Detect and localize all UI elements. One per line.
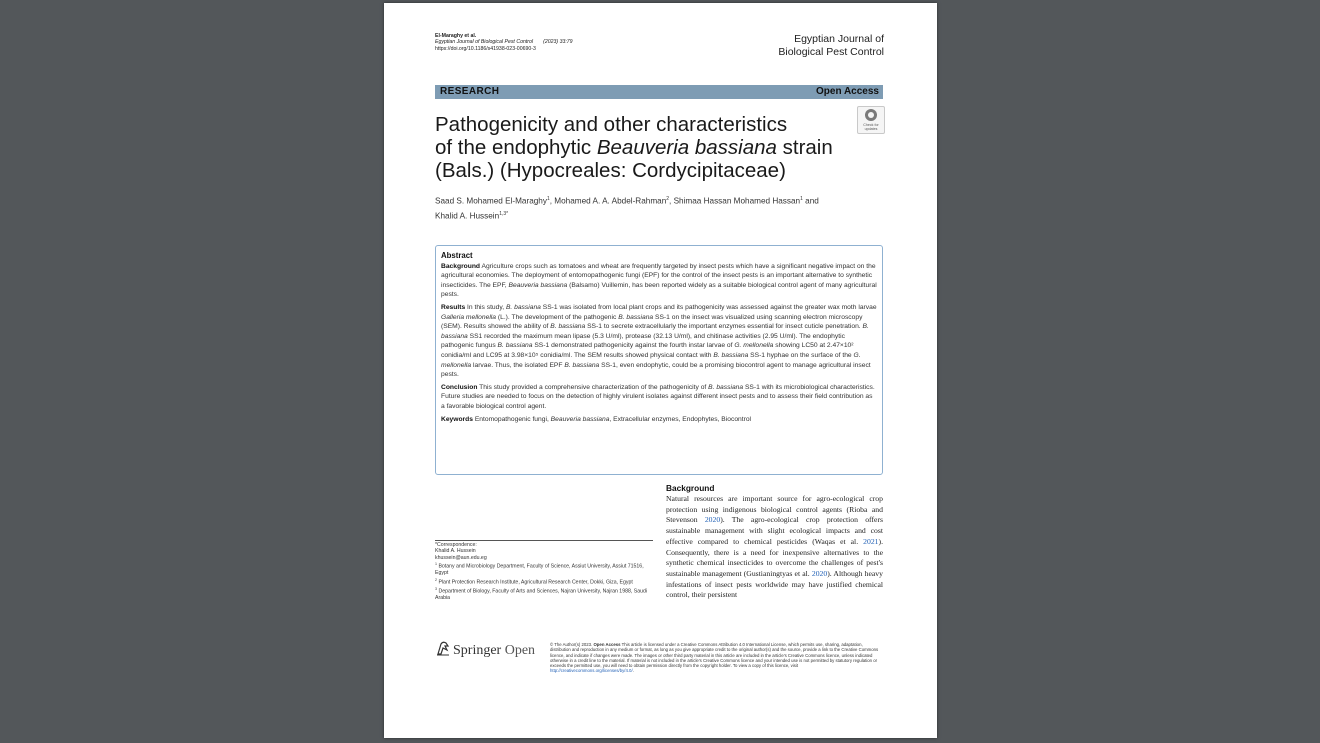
abstract-heading: Abstract <box>441 251 473 260</box>
citation-link[interactable]: 2020 <box>811 568 828 578</box>
correspondence-footnote: *Correspondence: Khalid A. Hussein khussein@aun.edu.eg $^1$ Botany and Microbiology Department, Faculty of Science, Assiut University, Assiut 71516, Egypt $^2$ Plant Protection Research Institute, Agricultural Research Center, Dokki, Giza, Egypt $^3$ Department of Biology, Faculty of Arts and Sciences, Najran University, Najran 1988, Saudi Arabia <box>435 542 653 601</box>
abstract-results: Results In this study, B. bassiana SS-1 was isolated from local plant crops and its pathogenicity was assessed against the greater wax moth larvae Galleria mellonella (L.). The development of the pathogenic B. bassiana SS-1 on the insect was visualized using scanning electron microscopy (SEM). Results showed the ability of B. bassiana SS-1 to secrete extracellularly the important enzymes essential for insect cuticle penetration. B. bassiana SS1 recorded the maximum mean lipase (5.3 U/ml), protease (32.13 U/ml), and chitinase activities (2.95 U/ml). The endophytic pathogenic fungus B. bassiana SS-1 demonstrated pathogenicity against the fourth instar larvae of G. mellonella showing LC50 at 2.47×10² conidia/ml and LC95 at 3.98×10⁵ conidia/ml. The SEM results showed physical contact with B. bassiana SS-1 hyphae on the surface of the G. mellonella larvae. Thus, the isolated EPF B. bassiana SS-1, even endophytic, could be a promising biocontrol agent to manage agricultural insect pests. <box>441 303 877 379</box>
check-for-updates-badge[interactable]: Check for updates <box>857 106 885 134</box>
footnote-divider <box>435 540 653 541</box>
article-type: RESEARCH <box>440 86 500 97</box>
open-access-label: Open Access <box>816 86 879 97</box>
author-list: Saad S. Mohamed El-Maraghy$^1$, Mohamed A. A. Abdel-Rahman$^2$, Shimaa Hassan Mohamed Hassan$^1$ and Khalid A. Hussein$^{1,3*}$ <box>435 196 819 221</box>
springer-open-logo: Springer Open <box>435 640 535 659</box>
abstract-background: Background Agriculture crops such as tomatoes and wheat are frequently targeted by insect pests which have a significant negative impact on the agricultural economies. The deployment of entomopathogenic fungi (EPF) for the control of the insect pests is an important alternative to synthetic insecticides. The EPF, Beauveria bassiana (Balsamo) Vuillemin, has been reported widely as a suitable biological control agent of many agricultural pests. <box>441 262 877 299</box>
journal-name: Egyptian Journal of Biological Pest Control <box>778 33 884 58</box>
doi-link[interactable]: https://doi.org/10.1186/s41938-023-00690-3 <box>435 45 536 52</box>
abstract-conclusion: Conclusion This study provided a comprehensive characterization of the pathogenicity of B. bassiana SS-1 with its microbiological characteristics. Future studies are needed to focus on the detection of highly virulent isolates against different insect pests and to assess their field contribution as a favorable biological control agent. <box>441 383 875 410</box>
abstract-box <box>435 245 883 475</box>
crossmark-icon <box>865 109 877 121</box>
article-title: Pathogenicity and other characteristics of the endophytic Beauveria bassiana strain (Bals.) (Hypocreales: Cordycipitaceae) <box>435 113 833 182</box>
section-heading-background: Background <box>666 483 715 493</box>
pdf-page <box>384 3 937 738</box>
citation-link[interactable]: 2021 <box>863 536 879 546</box>
license-text: © The Author(s) 2023. Open Access This article is licensed under a Creative Commons Attribution 4.0 International License, which permits use, sharing, adaptation, distribution and reproduction in any medium or format, as long as you give appropriate credit to the original author(s) and the source, provide a link to the Creative Commons licence, and indicate if changes were made. The images or other third party material in this article are included in the article's Creative Commons licence, unless indicated otherwise in a credit line to the material. If material is not included in the article's Creative Commons licence and your intended use is not permitted by statutory regulation or exceeds the permitted use, you will need to obtain permission directly from the copyright holder. To view a copy of this licence, visit http://creativecommons.org/licenses/by/4.0/. <box>550 642 879 674</box>
citation-link[interactable]: 2020 <box>704 515 721 525</box>
license-link[interactable]: http://creativecommons.org/licenses/by/4.0/ <box>550 668 633 674</box>
article-meta: El-Maraghy et al. Egyptian Journal of Biological Pest Control (2023) 33:79 https://doi.org/10.1186/s41938-023-00690-3 <box>435 33 573 52</box>
springer-horse-icon <box>435 640 451 656</box>
abstract-keywords: Keywords Entomopathogenic fungi, Beauveria bassiana, Extracellular enzymes, Endophytes, Biocontrol <box>441 415 752 423</box>
body-paragraph: Natural resources are important source for agro-ecological crop protection using indigenous biological control agents (Rioba and Stevenson 2020). The agro-ecological crop protection offers sustainable management with slight ecological impacts and cost effective compared to chemical pesticides (Waqas et al. 2021). Consequently, there is a need for inexpensive alternatives to the synthetic chemical insecticides to overcome the challenges of pest's sustainable management (Gustianingtyas et al. 2020). Although heavy infestations of insect pests worldwide may have justified chemical control, their persistent <box>666 494 883 600</box>
correspondence-email[interactable]: khussein@aun.edu.eg <box>435 554 487 561</box>
article-type-banner <box>435 85 883 99</box>
